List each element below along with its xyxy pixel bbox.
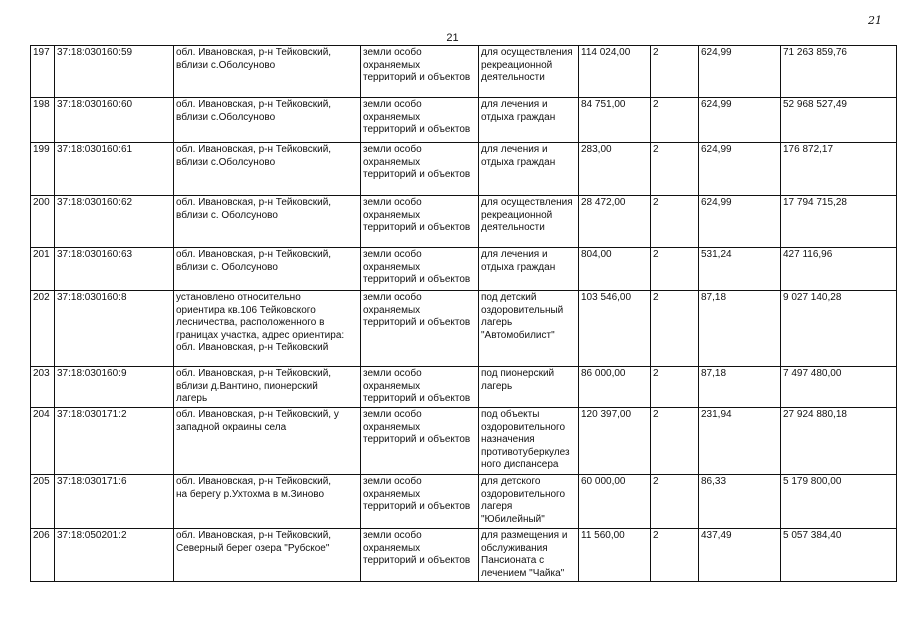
unit-price: 624,99 — [699, 143, 781, 196]
row-number: 197 — [31, 46, 55, 98]
permitted-use: для осуществления рекреационной деятельности — [479, 46, 579, 98]
land-category: земли особо охраняемых территорий и объектов — [361, 475, 479, 529]
row-number: 202 — [31, 291, 55, 367]
cadastral-number: 37:18:030160:8 — [55, 291, 174, 367]
cadastral-value: 7 497 480,00 — [781, 367, 897, 408]
land-category: земли особо охраняемых территорий и объектов — [361, 46, 479, 98]
cadastral-value: 17 794 715,28 — [781, 196, 897, 248]
table-row — [31, 248, 897, 291]
address: установлено относительно ориентира кв.106 Тейковского лесничества, расположенного в границах участка, адрес ориентира: обл. Ивановская, р-н Тейковский — [174, 291, 361, 367]
cadastral-number: 37:18:030160:59 — [55, 46, 174, 98]
table-row — [31, 143, 897, 196]
area: 804,00 — [579, 248, 651, 291]
permitted-use: для осуществления рекреационной деятельности — [479, 196, 579, 248]
cadastral-value: 427 116,96 — [781, 248, 897, 291]
row-number: 198 — [31, 98, 55, 143]
column-6: 2 — [651, 408, 699, 475]
table-row — [31, 291, 897, 367]
permitted-use: для размещения и обслуживания Пансионата с лечением "Чайка" — [479, 529, 579, 582]
column-6: 2 — [651, 46, 699, 98]
row-number: 206 — [31, 529, 55, 582]
land-category: земли особо охраняемых территорий и объектов — [361, 143, 479, 196]
address: обл. Ивановская, р-н Тейковский, вблизи с.Оболсуново — [174, 98, 361, 143]
land-category: земли особо охраняемых территорий и объектов — [361, 248, 479, 291]
land-category: земли особо охраняемых территорий и объектов — [361, 196, 479, 248]
row-number: 201 — [31, 248, 55, 291]
page-number: 21 — [446, 32, 459, 44]
area: 84 751,00 — [579, 98, 651, 143]
cadastral-number: 37:18:030171:6 — [55, 475, 174, 529]
area: 120 397,00 — [579, 408, 651, 475]
cadastral-value: 5 179 800,00 — [781, 475, 897, 529]
table-row — [31, 98, 897, 143]
area: 283,00 — [579, 143, 651, 196]
table-row — [31, 408, 897, 475]
permitted-use: под объекты оздоровительного назначения противотуберкулез ного диспансера — [479, 408, 579, 475]
cadastral-number: 37:18:030160:63 — [55, 248, 174, 291]
table-row — [31, 46, 897, 98]
cadastral-number: 37:18:030160:60 — [55, 98, 174, 143]
cadastral-number: 37:18:030160:62 — [55, 196, 174, 248]
row-number: 200 — [31, 196, 55, 248]
cadastral-number: 37:18:050201:2 — [55, 529, 174, 582]
cadastral-value: 52 968 527,49 — [781, 98, 897, 143]
address: обл. Ивановская, р-н Тейковский, вблизи с. Оболсуново — [174, 248, 361, 291]
land-category: земли особо охраняемых территорий и объектов — [361, 367, 479, 408]
area: 114 024,00 — [579, 46, 651, 98]
table-row — [31, 196, 897, 248]
area: 28 472,00 — [579, 196, 651, 248]
address: обл. Ивановская, р-н Тейковский, вблизи с.Оболсуново — [174, 46, 361, 98]
cadastral-number: 37:18:030160:61 — [55, 143, 174, 196]
address: обл. Ивановская, р-н Тейковский, на берегу р.Ухтохма в м.Зиново — [174, 475, 361, 529]
permitted-use: под пионерский лагерь — [479, 367, 579, 408]
unit-price: 531,24 — [699, 248, 781, 291]
column-6: 2 — [651, 529, 699, 582]
address: обл. Ивановская, р-н Тейковский, вблизи с.Оболсуново — [174, 143, 361, 196]
address: обл. Ивановская, р-н Тейковский, у западной окраины села — [174, 408, 361, 475]
permitted-use: для лечения и отдыха граждан — [479, 143, 579, 196]
cadastral-value: 176 872,17 — [781, 143, 897, 196]
table-row — [31, 367, 897, 408]
cadastral-number: 37:18:030171:2 — [55, 408, 174, 475]
unit-price: 624,99 — [699, 46, 781, 98]
land-category: земли особо охраняемых территорий и объектов — [361, 291, 479, 367]
unit-price: 624,99 — [699, 196, 781, 248]
handwritten-page-mark: 21 — [868, 14, 882, 27]
land-category: земли особо охраняемых территорий и объектов — [361, 98, 479, 143]
area: 11 560,00 — [579, 529, 651, 582]
land-plots-table — [30, 45, 897, 582]
column-6: 2 — [651, 291, 699, 367]
land-category: земли особо охраняемых территорий и объектов — [361, 529, 479, 582]
unit-price: 87,18 — [699, 291, 781, 367]
unit-price: 437,49 — [699, 529, 781, 582]
table-row — [31, 529, 897, 582]
area: 60 000,00 — [579, 475, 651, 529]
cadastral-value: 27 924 880,18 — [781, 408, 897, 475]
land-category: земли особо охраняемых территорий и объектов — [361, 408, 479, 475]
unit-price: 231,94 — [699, 408, 781, 475]
address: обл. Ивановская, р-н Тейковский, вблизи с. Оболсуново — [174, 196, 361, 248]
column-6: 2 — [651, 143, 699, 196]
table-row — [31, 475, 897, 529]
address: обл. Ивановская, р-н Тейковский, Северный берег озера "Рубское" — [174, 529, 361, 582]
permitted-use: для детского оздоровительного лагеря "Юбилейный" — [479, 475, 579, 529]
unit-price: 87,18 — [699, 367, 781, 408]
row-number: 205 — [31, 475, 55, 529]
permitted-use: под детский оздоровительный лагерь "Автомобилист" — [479, 291, 579, 367]
cadastral-number: 37:18:030160:9 — [55, 367, 174, 408]
permitted-use: для лечения и отдыха граждан — [479, 98, 579, 143]
column-6: 2 — [651, 196, 699, 248]
column-6: 2 — [651, 98, 699, 143]
row-number: 204 — [31, 408, 55, 475]
address: обл. Ивановская, р-н Тейковский, вблизи д.Вантино, пионерский лагерь — [174, 367, 361, 408]
row-number: 203 — [31, 367, 55, 408]
column-6: 2 — [651, 367, 699, 408]
unit-price: 86,33 — [699, 475, 781, 529]
area: 103 546,00 — [579, 291, 651, 367]
column-6: 2 — [651, 248, 699, 291]
area: 86 000,00 — [579, 367, 651, 408]
unit-price: 624,99 — [699, 98, 781, 143]
cadastral-value: 71 263 859,76 — [781, 46, 897, 98]
column-6: 2 — [651, 475, 699, 529]
row-number: 199 — [31, 143, 55, 196]
cadastral-value: 5 057 384,40 — [781, 529, 897, 582]
cadastral-value: 9 027 140,28 — [781, 291, 897, 367]
table-body — [31, 46, 897, 582]
permitted-use: для лечения и отдыха граждан — [479, 248, 579, 291]
